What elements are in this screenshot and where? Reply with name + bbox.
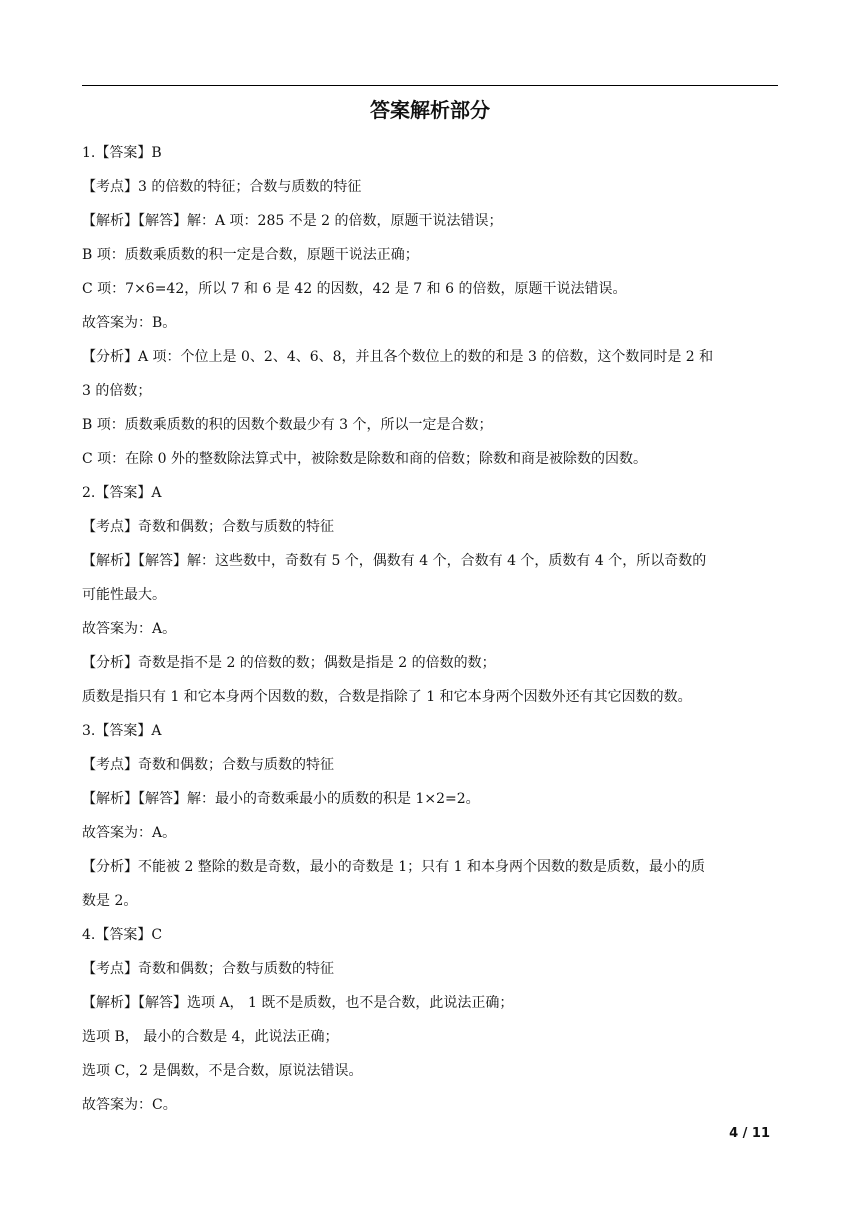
- text-line: 故答案为：B。: [82, 315, 177, 331]
- text-line: B 项：质数乘质数的积一定是合数，原题干说法正确；: [82, 247, 419, 263]
- text-line: 故答案为：C。: [82, 1097, 177, 1113]
- text-line: 可能性最大。: [82, 587, 166, 603]
- text-line: 故答案为：A。: [82, 825, 177, 841]
- text-line: 【解析】【解答】解：最小的奇数乘最小的质数的积是 1×2=2。: [82, 791, 480, 807]
- text-line: C 项：在除 0 外的整数除法算式中，被除数是除数和商的倍数；除数和商是被除数的因数。: [82, 451, 647, 467]
- page-title: 答案解析部分: [370, 98, 490, 122]
- text-line: 1.【答案】B: [82, 145, 162, 161]
- text-line: 【解析】【解答】解：这些数中，奇数有 5 个，偶数有 4 个，合数有 4 个，质数有 4 个，所以奇数的: [82, 553, 707, 569]
- text-line: 【考点】3 的倍数的特征；合数与质数的特征: [82, 179, 362, 195]
- text-line: 【解析】【解答】解：A 项：285 不是 2 的倍数，原题干说法错误；: [82, 213, 503, 229]
- text-line: 【解析】【解答】选项 A， 1 既不是质数，也不是合数，此说法正确；: [82, 995, 514, 1011]
- text-line: 【考点】奇数和偶数；合数与质数的特征: [82, 519, 334, 535]
- text-line: 选项 C，2 是偶数，不是合数，原说法错误。: [82, 1063, 363, 1079]
- text-line: 故答案为：A。: [82, 621, 177, 637]
- text-line: 【考点】奇数和偶数；合数与质数的特征: [82, 757, 334, 773]
- text-line: 选项 B， 最小的合数是 4，此说法正确；: [82, 1029, 339, 1045]
- text-line: C 项：7×6=42，所以 7 和 6 是 42 的因数，42 是 7 和 6 的倍数，原题干说法错误。: [82, 281, 627, 297]
- text-line: 【分析】不能被 2 整除的数是奇数，最小的奇数是 1；只有 1 和本身两个因数的数是质数，最小的质: [82, 859, 705, 875]
- page-number: 4 / 11: [729, 1126, 770, 1141]
- text-line: 质数是指只有 1 和它本身两个因数的数，合数是指除了 1 和它本身两个因数外还有其它因数的数。: [82, 689, 692, 705]
- text-line: 2.【答案】A: [82, 485, 162, 501]
- text-line: 【分析】奇数是指不是 2 的倍数的数；偶数是指是 2 的倍数的数；: [82, 655, 496, 671]
- text-line: 3.【答案】A: [82, 723, 162, 739]
- text-line: 【分析】A 项：个位上是 0、2、4、6、8，并且各个数位上的数的和是 3 的倍数，这个数同时是 2 和: [82, 349, 714, 365]
- text-line: B 项：质数乘质数的积的因数个数最少有 3 个，所以一定是合数；: [82, 417, 493, 433]
- answer-content: [82, 136, 782, 1122]
- text-line: 数是 2。: [82, 893, 138, 909]
- text-line: 4.【答案】C: [82, 927, 163, 943]
- header-rule: [82, 85, 778, 86]
- text-line: 3 的倍数；: [82, 383, 152, 399]
- text-line: 【考点】奇数和偶数；合数与质数的特征: [82, 961, 334, 977]
